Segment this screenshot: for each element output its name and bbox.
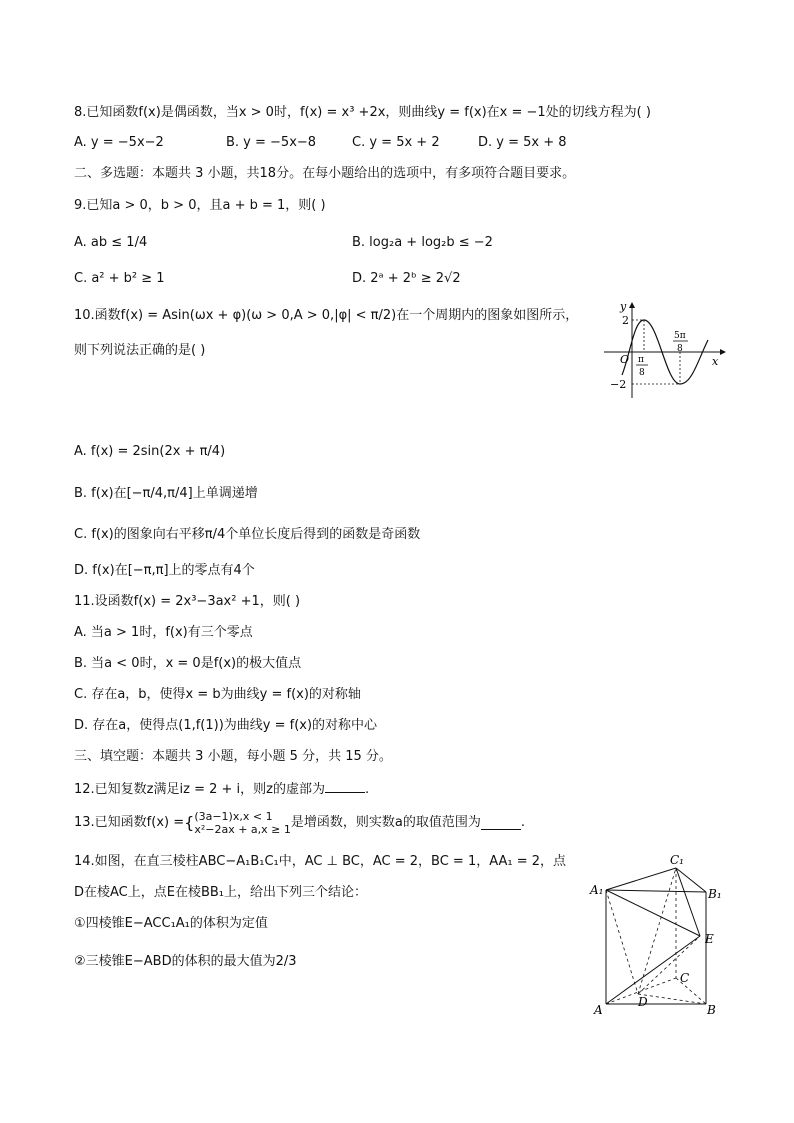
- q14-stem: 14.如图，在直三棱柱ABC−A₁B₁C₁中，AC ⊥ BC，AC = 2，BC = 1，AA₁ = 2，点: [74, 854, 567, 869]
- q11-stem: 11.设函数f(x) = 2x³−3ax² +1，则( ): [74, 594, 301, 609]
- label-c1: C₁: [670, 853, 684, 867]
- q13-answer-blank[interactable]: [481, 817, 521, 830]
- q13-pre: 13.已知函数f(x) =: [74, 815, 185, 830]
- graph-tick2-num: 5π: [674, 331, 686, 341]
- label-b1: B₁: [708, 887, 722, 901]
- q14-stem-2: D在棱AC上，点E在棱BB₁上，给出下列三个结论：: [74, 885, 368, 900]
- q10-stem: 10.函数f(x) = Asin(ωx + φ)(ω > 0,A > 0,|φ| < π/2)在一个周期内的图象如图所示，: [74, 308, 579, 323]
- q11-option-b: B. 当a < 0时，x = 0是f(x)的极大值点: [74, 656, 302, 671]
- graph-tick1-den: 8: [639, 368, 645, 378]
- q13-cases: [194, 810, 291, 836]
- q14-conclusion-1: ①四棱锥E−ACC₁A₁的体积为定值: [74, 916, 268, 931]
- q8-stem: 8.已知函数f(x)是偶函数，当x > 0时，f(x) = x³ +2x，则曲线y = f(x)在x = −1处的切线方程为( ): [74, 105, 651, 120]
- q9-stem: 9.已知a > 0，b > 0，且a + b = 1，则( ): [74, 198, 326, 213]
- label-c: C: [680, 971, 690, 985]
- q10-option-a: A. f(x) = 2sin(2x + π/4): [74, 444, 226, 459]
- graph-y-label: y: [620, 300, 627, 313]
- q12-end: .: [364, 782, 370, 797]
- q8-option-a: A. y = −5x−2: [74, 135, 164, 150]
- q11-option-d: D. 存在a，使得点(1,f(1))为曲线y = f(x)的对称中心: [74, 718, 378, 733]
- graph-tick2-den: 8: [677, 344, 683, 354]
- label-d: D: [638, 995, 648, 1009]
- q8-option-c: C. y = 5x + 2: [352, 135, 440, 150]
- q13-case-1: (3a−1)x,x < 1: [194, 810, 273, 823]
- q13-brace: {: [184, 813, 195, 832]
- q9-option-b: B. log₂a + log₂b ≤ −2: [352, 235, 493, 250]
- q10-option-b: B. f(x)在[−π/4,π/4]上单调递增: [74, 486, 258, 501]
- q9-option-c: C. a² + b² ≥ 1: [74, 271, 165, 286]
- q11-option-c: C. 存在a，b，使得x = b为曲线y = f(x)的对称轴: [74, 687, 361, 702]
- q12-answer-blank[interactable]: [325, 780, 365, 793]
- section-3-heading: 三、填空题：本题共 3 小题，每小题 5 分，共 15 分。: [74, 749, 392, 764]
- q8-option-b: B. y = −5x−8: [226, 135, 317, 150]
- q10-option-d: D. f(x)在[−π,π]上的零点有4个: [74, 563, 255, 578]
- label-e: E: [705, 932, 714, 946]
- graph-origin-label: O: [620, 353, 630, 366]
- graph-ymax-label: 2: [622, 314, 629, 327]
- q11-option-a: A. 当a > 1时，f(x)有三个零点: [74, 625, 253, 640]
- q13-post: 是增函数，则实数a的取值范围为: [290, 815, 481, 830]
- q10-stem-2: 则下列说法正确的是( ): [74, 343, 206, 358]
- q8-option-d: D. y = 5x + 8: [478, 135, 567, 150]
- q14-prism-figure: [588, 848, 728, 1020]
- graph-ymin-label: −2: [610, 378, 627, 391]
- label-b: B: [707, 1003, 716, 1017]
- q9-option-d: D. 2ᵃ + 2ᵇ ≥ 2√2: [352, 271, 461, 286]
- q12-stem: 12.已知复数z满足iz = 2 + i，则z的虚部为: [74, 782, 325, 797]
- q10-option-c: C. f(x)的图象向右平移π/4个单位长度后得到的函数是奇函数: [74, 527, 421, 542]
- q13-end: .: [520, 815, 525, 830]
- q10-sine-graph: [604, 300, 726, 398]
- label-a1: A₁: [590, 883, 604, 897]
- q13-case-2: x²−2ax + a,x ≥ 1: [194, 823, 291, 836]
- q12-line: [74, 780, 369, 799]
- graph-tick1-num: π: [638, 355, 644, 365]
- q9-option-a: A. ab ≤ 1/4: [74, 235, 148, 250]
- section-2-heading: 二、多选题：本题共 3 小题，共18分。在每小题给出的选项中，有多项符合题目要求。: [74, 166, 576, 181]
- q13-line: [74, 808, 525, 842]
- label-a: A: [594, 1003, 603, 1017]
- graph-x-label: x: [712, 355, 719, 368]
- q14-conclusion-2: ②三棱锥E−ABD的体积的最大值为2/3: [74, 954, 297, 969]
